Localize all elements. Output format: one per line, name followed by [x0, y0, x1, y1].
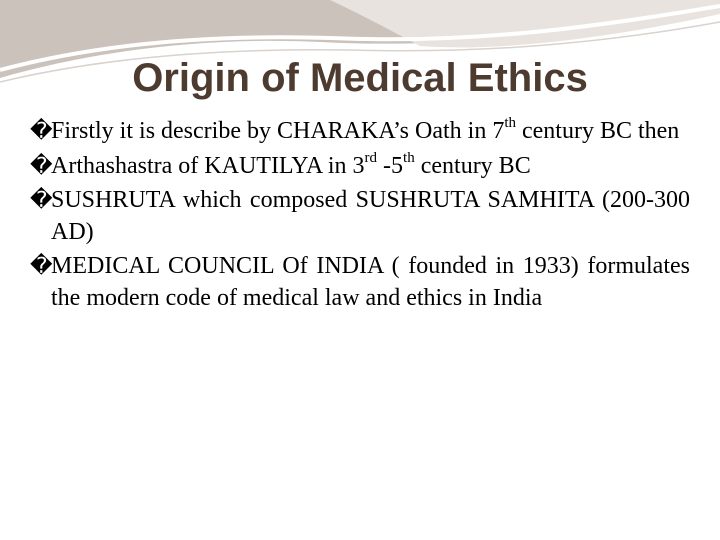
- bullet-text: century BC then: [516, 118, 680, 144]
- bullet-marker-icon: �: [30, 119, 53, 144]
- bullet-marker-icon: �: [30, 188, 53, 213]
- bullet-item-medical-council: [30, 251, 690, 314]
- bullet-text: Arthashastra of KAUTILYA in 3: [51, 152, 365, 179]
- bullet-item-arthashastra: [30, 151, 690, 183]
- bullet-list: [30, 116, 690, 317]
- bullet-item-charaka: [30, 116, 690, 148]
- bullet-text: Firstly it is describe by CHARAKA’s Oath in 7: [51, 118, 505, 144]
- bullet-marker-icon: �: [30, 153, 53, 179]
- ordinal-suffix: th: [403, 149, 415, 166]
- slide-title: Origin of Medical Ethics: [132, 56, 588, 100]
- bullet-text: -5: [377, 152, 404, 179]
- bullet-text: MEDICAL COUNCIL Of INDIA ( founded in 1933) formulates the modern code of medical law and ethics in India: [51, 253, 690, 311]
- bullet-item-sushruta: [30, 185, 690, 248]
- ordinal-suffix: rd: [364, 149, 378, 166]
- ordinal-suffix: th: [504, 115, 516, 131]
- bullet-marker-icon: �: [30, 254, 53, 279]
- bullet-text: century BC: [414, 152, 531, 179]
- bullet-text: SUSHRUTA which composed SUSHRUTA SAMHITA (200-300 AD): [51, 187, 690, 245]
